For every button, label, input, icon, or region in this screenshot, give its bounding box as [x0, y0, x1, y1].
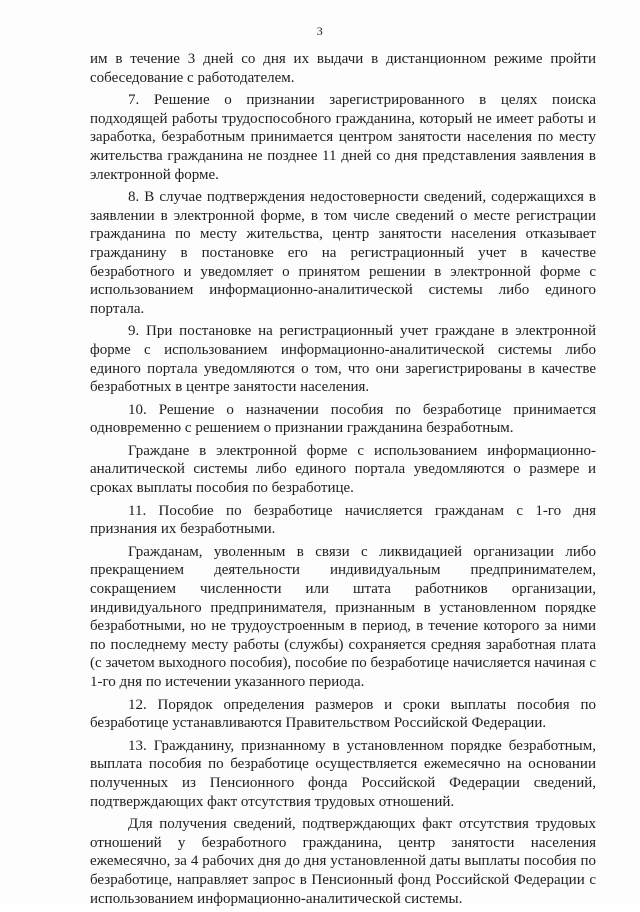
paragraph-continuation: им в течение 3 дней со дня их выдачи в дистанционном режиме пройти собеседование с работодателем. [90, 51, 596, 86]
page-number: 3 [316, 24, 324, 38]
document-body [90, 50, 596, 912]
paragraph-item-11-dismissed: Гражданам, уволенным в связи с ликвидацией организации либо прекращением деятельности индивидуальным предпринимателем, сокращением численности или штата работников организации, индивидуального предпринимателя, признанным в установленном порядке безработными, но не трудоустроенным в период, в течение которого за ними по последнему месту работы (службы) сохраняется средняя заработная плата (с зачетом выходного пособия), пособие по безработице начисляется начиная с 1-го дня по истечении указанного периода. [90, 543, 596, 690]
paragraph-item-10: 10. Решение о назначении пособия по безработице принимается одновременно с решением о признании гражданина безработным. [90, 401, 596, 437]
paragraph-item-11: 11. Пособие по безработице начисляется гражданам с 1-го дня признания их безработными. [90, 502, 596, 538]
paragraph-item-9: 9. При постановке на регистрационный учет граждане в электронной форме с использованием информационно-аналитической системы либо единого портала уведомляются о том, что они зарегистрированы в качестве безработных в центре занятости населения. [90, 323, 596, 396]
paragraph-item-8: 8. В случае подтверждения недостоверности сведений, содержащихся в заявлении в электронной форме, в том числе сведений о месте регистрации гражданина по месту жительства, центр занятости населения отказывает гражданину в постановке его на регистрационный учет в качестве безработного и уведомляет о принятом решении в электронной форме с использованием информационно-аналитической системы либо единого портала. [90, 189, 596, 317]
paragraph-item-7: 7. Решение о признании зарегистрированного в целях поиска подходящей работы трудоспособного гражданина, который не имеет работы и заработка, безработным принимается центром занятости населения по месту жительства гражданина не позднее 11 дней со дня представления заявления в электронной форме. [90, 92, 596, 183]
paragraph-item-10-notice: Граждане в электронной форме с использованием информационно-аналитической системы либо единого портала уведомляются о размере и сроках выплаты пособия по безработице. [90, 442, 596, 497]
paragraph-item-13: 13. Гражданину, признанному в установленном порядке безработным, выплата пособия по безработице осуществляется ежемесячно на основании полученных из Пенсионного фонда Российской Федерации сведений, подтверждающих факт отсутствия трудовых отношений. [90, 737, 596, 810]
paragraph-item-13-request: Для получения сведений, подтверждающих факт отсутствия трудовых отношений у безработного гражданина, центр занятости населения ежемесячно, за 4 рабочих дня до дня установленной даты выплаты пособия по безработице, направляет запрос в Пенсионный фонд Российской Федерации с использованием информационно-аналитической системы. [90, 816, 596, 907]
paragraph-item-12: 12. Порядок определения размеров и сроки выплаты пособия по безработице устанавливаются Правительством Российской Федерации. [90, 696, 596, 732]
